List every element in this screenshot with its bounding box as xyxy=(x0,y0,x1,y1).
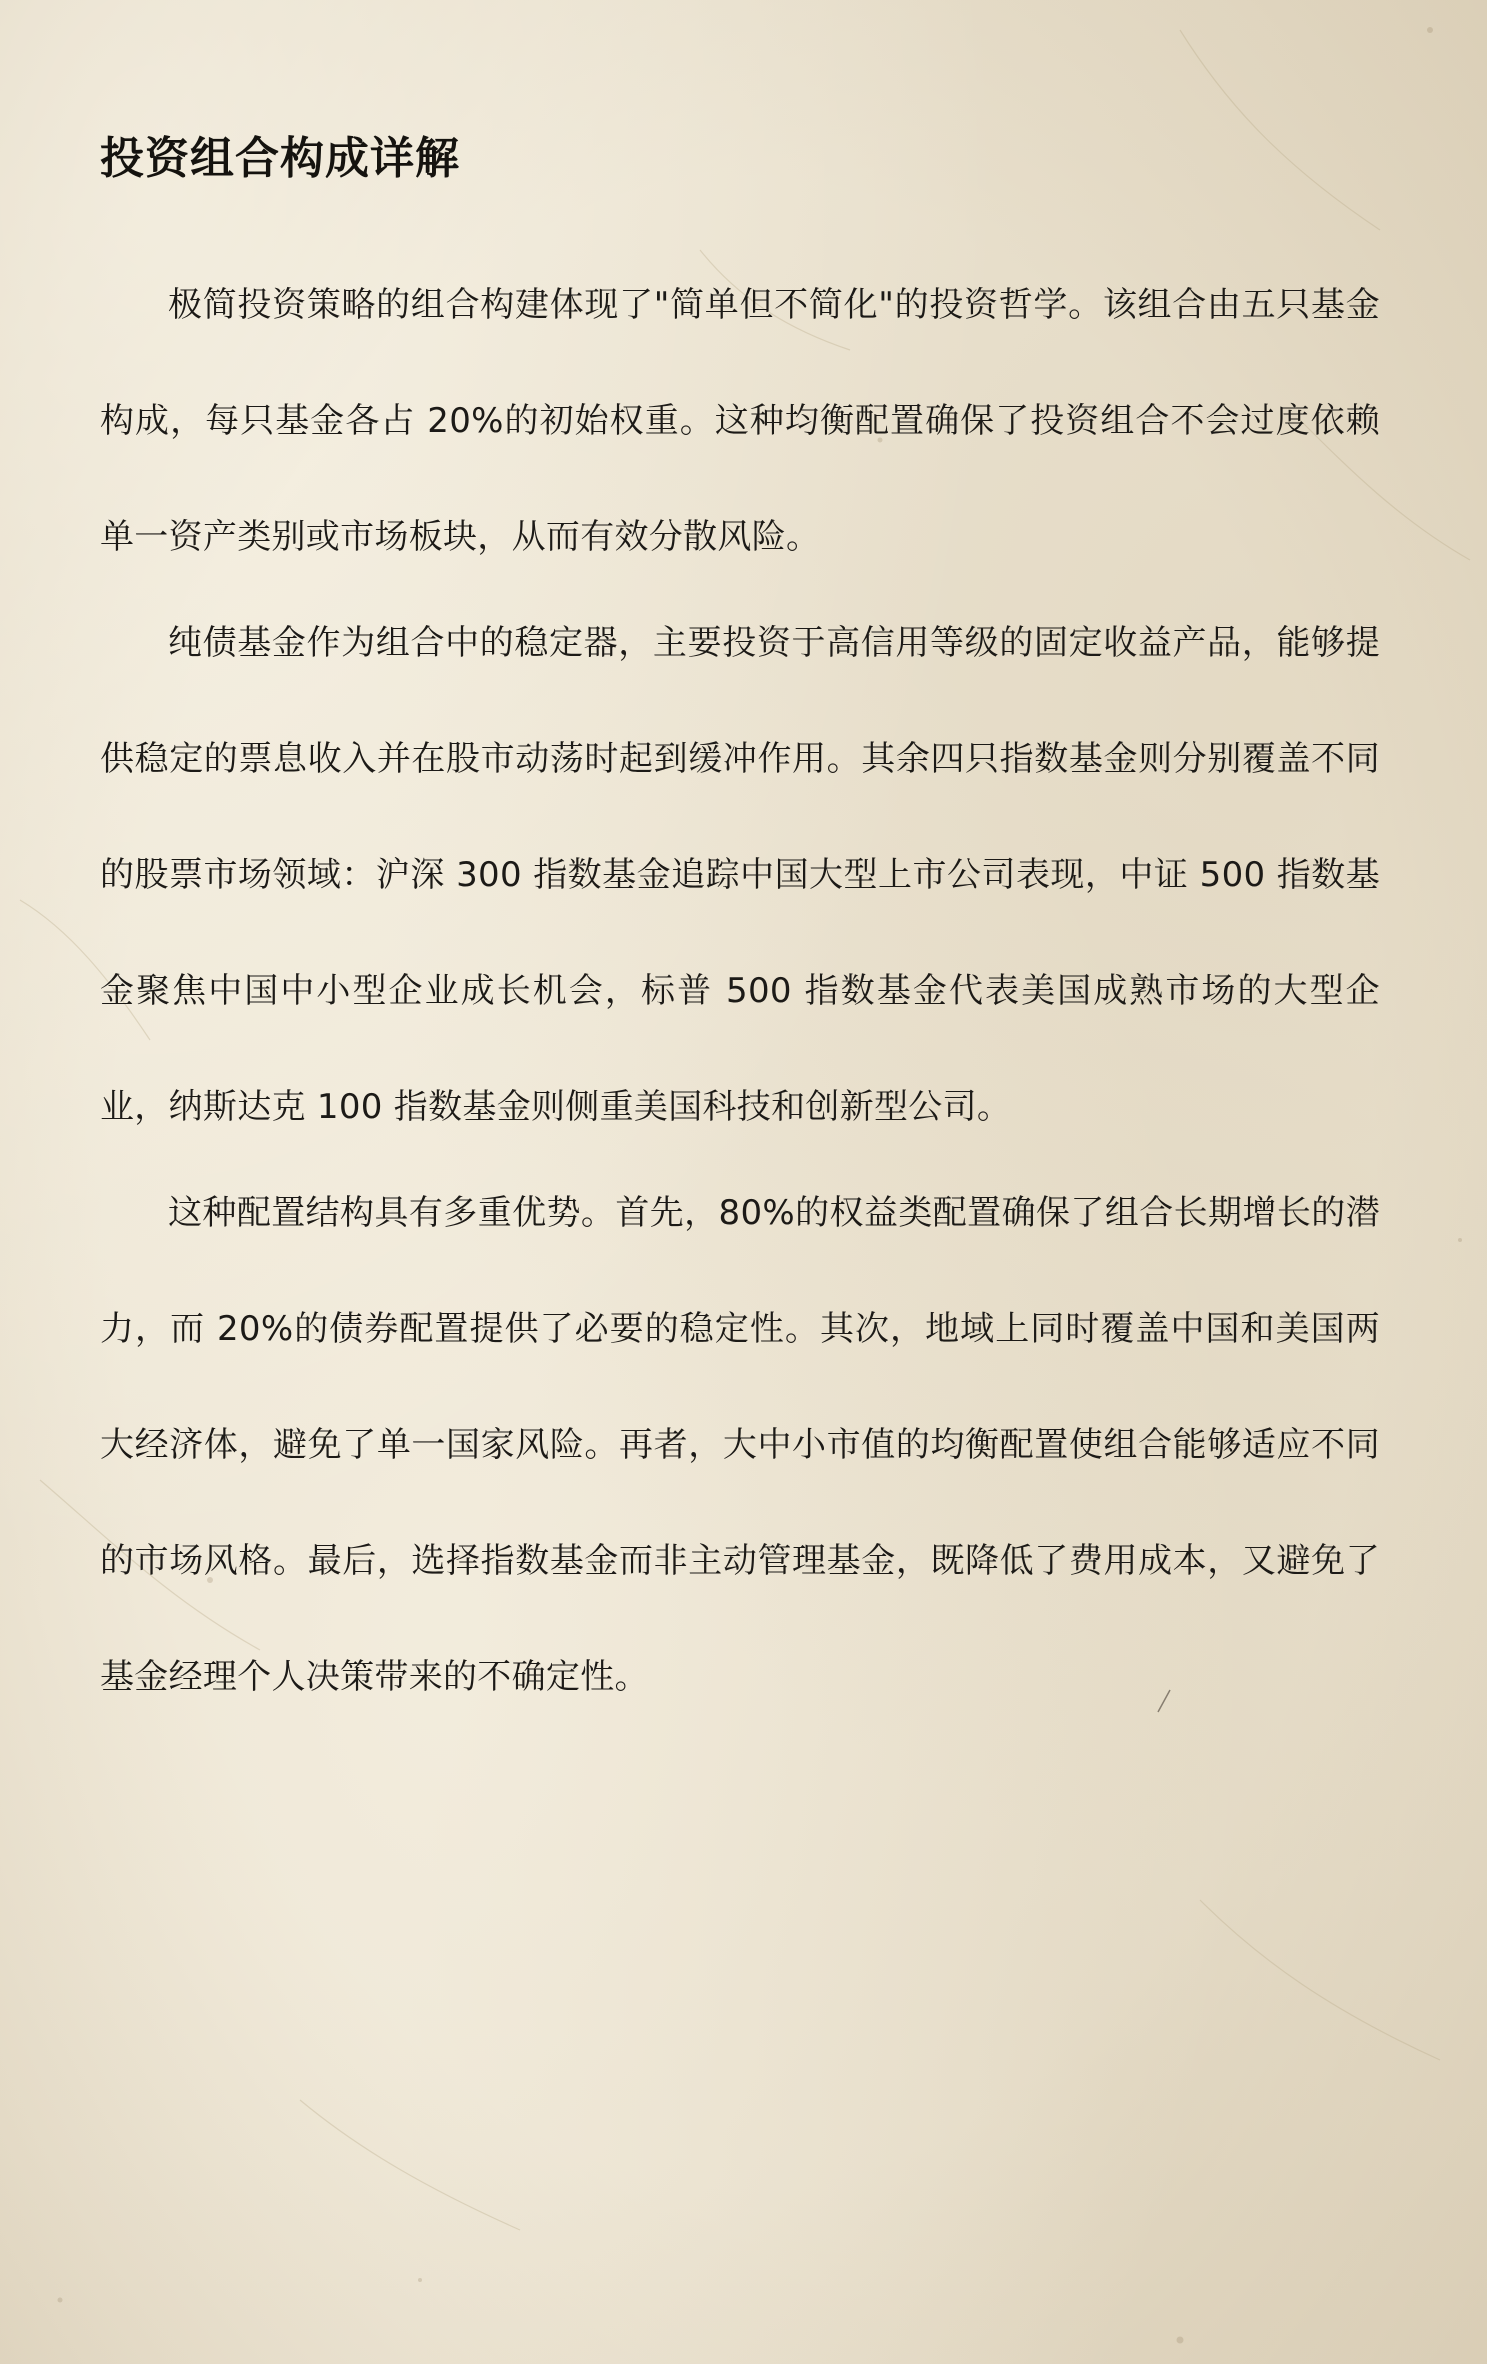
paragraph-fund-components: 纯债基金作为组合中的稳定器，主要投资于高信用等级的固定收益产品，能够提供稳定的票息收入并在股市动荡时起到缓冲作用。其余四只指数基金则分别覆盖不同的股票市场领域：沪深 300 指数基金追踪中国大型上市公司表现，中证 500 指数基金聚焦中国中小型企业成长机会，标普 500 指数基金代表美国成熟市场的大型企业，纳斯达克 100 指数基金则侧重美国科技和创新型公司。 xyxy=(100,623,1380,1128)
document-page xyxy=(100,130,1380,1735)
paragraph-portfolio-overview: 极简投资策略的组合构建体现了"简单但不简化"的投资哲学。该组合由五只基金构成，每只基金各占 20%的初始权重。这种均衡配置确保了投资组合不会过度依赖单一资产类别或市场板块，从而有效分散风险。 xyxy=(100,285,1380,558)
document-title: 投资组合构成详解 xyxy=(100,133,460,184)
paragraph-allocation-advantages: 这种配置结构具有多重优势。首先，80%的权益类配置确保了组合长期增长的潜力，而 20%的债券配置提供了必要的稳定性。其次，地域上同时覆盖中国和美国两大经济体，避免了单一国家风险。再者，大中小市值的均衡配置使组合能够适应不同的市场风格。最后，选择指数基金而非主动管理基金，既降低了费用成本，又避免了基金经理个人决策带来的不确定性。 xyxy=(100,1193,1380,1698)
